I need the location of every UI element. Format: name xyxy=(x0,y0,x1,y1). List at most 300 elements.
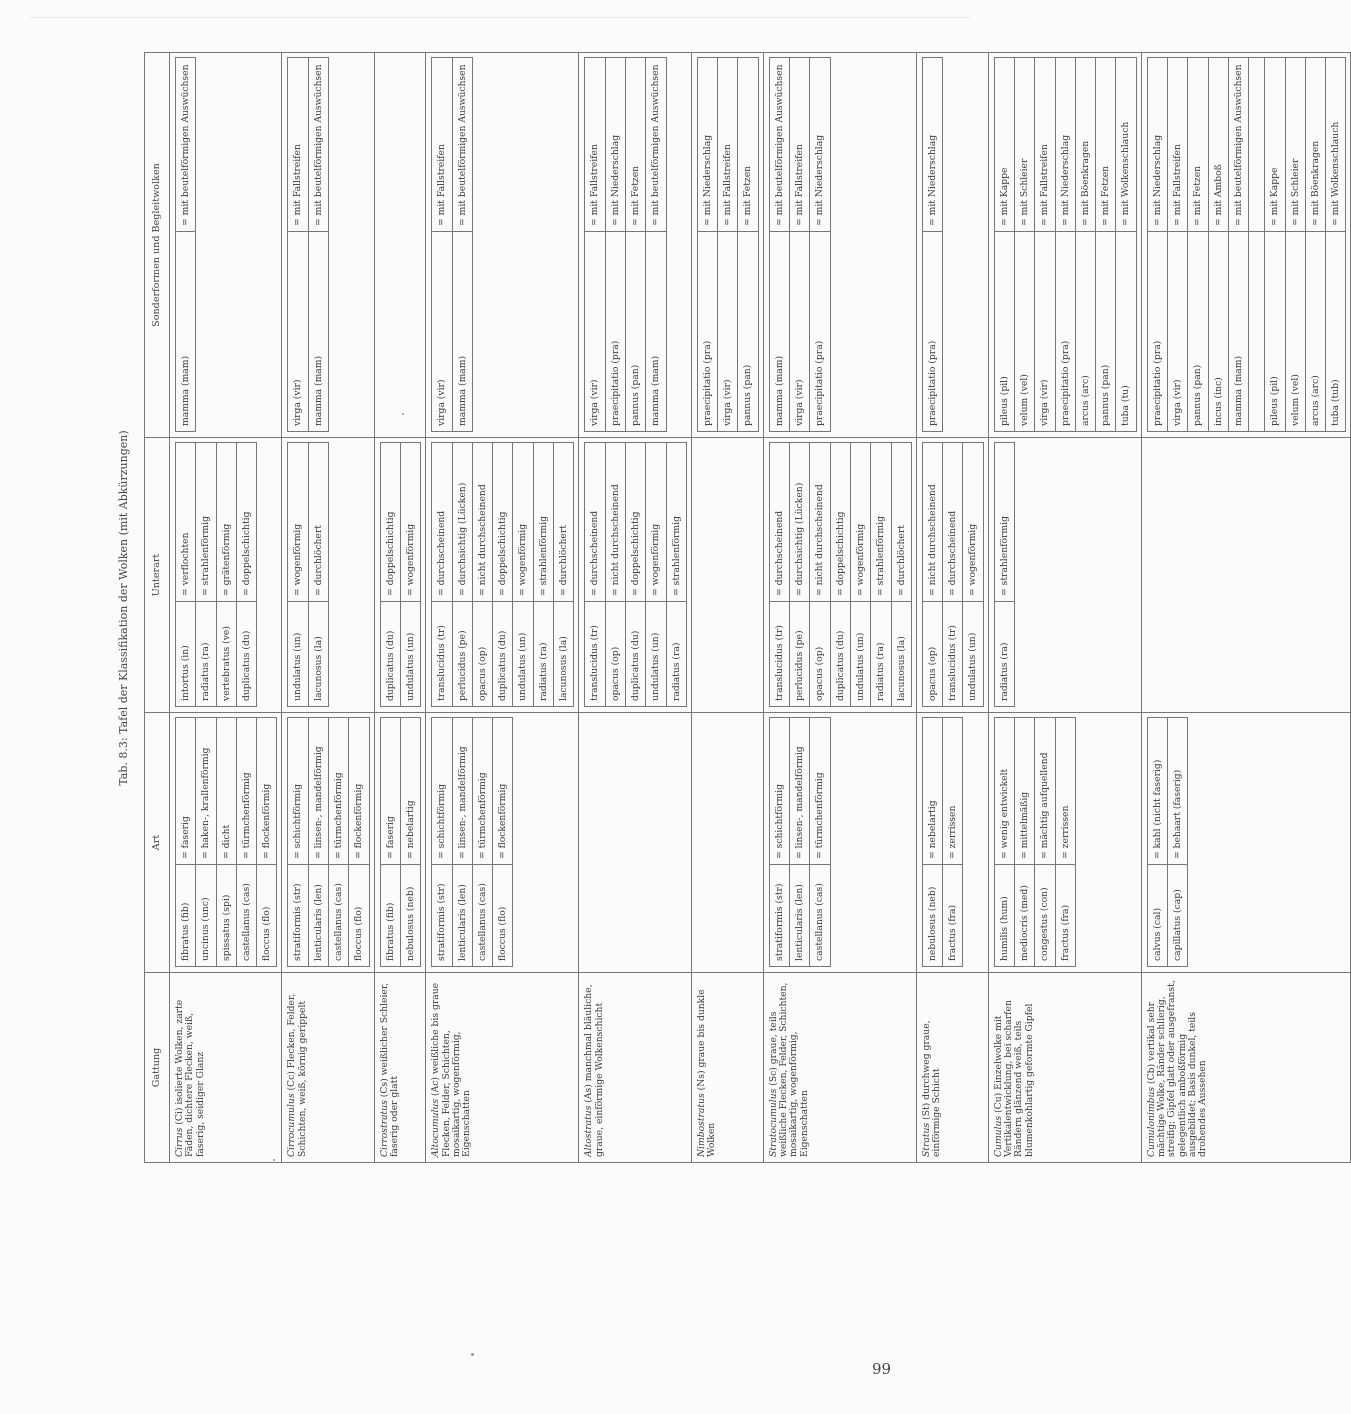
sonderform-term: pannus (pan) xyxy=(625,232,645,432)
sonderform-term: virga (vir) xyxy=(718,232,738,432)
variety-entry xyxy=(994,443,1014,707)
sonderform-meaning: = mit Fallstreifen xyxy=(1168,58,1188,232)
group-gap xyxy=(1249,58,1265,432)
gattung-cell xyxy=(426,973,579,1163)
sonderform-entry xyxy=(1265,58,1285,432)
species-entry xyxy=(994,718,1014,967)
sonderform-meaning: = mit Niederschlag xyxy=(922,58,942,232)
species-meaning: = wenig entwickelt xyxy=(994,718,1014,865)
sonderformen-cell xyxy=(426,53,579,438)
species-entry xyxy=(943,718,963,967)
sonderform-entry xyxy=(1305,58,1325,432)
variety-meaning: = strahlenförmig xyxy=(196,443,216,602)
species-meaning: = behaart (faserig) xyxy=(1168,718,1188,865)
genus-description: (Cb) vertikal sehr mächtige Wolke, Ränder schlierig, streifig; Gipfel glatt oder ausgefranst, gelegentlich amboßförmig ausgebildet; Basis dunkel, teils drohendes Aussehen xyxy=(1145,980,1209,1157)
sonderform-list xyxy=(1147,57,1347,432)
variety-term: intortus (in) xyxy=(176,602,196,707)
genus-name: Cumulonimbus xyxy=(1145,1086,1157,1157)
species-entry xyxy=(790,718,810,967)
sonderform-meaning: = mit Kappe xyxy=(1265,58,1285,232)
sonderform-entry xyxy=(452,58,472,432)
species-term: lenticularis (len) xyxy=(452,865,472,967)
art-cell xyxy=(1141,713,1351,973)
species-term: fractus (fra) xyxy=(1055,865,1075,967)
species-entry xyxy=(308,718,328,967)
variety-term: radiatus (ra) xyxy=(533,602,553,707)
art-cell xyxy=(374,713,426,973)
genus-description: (As) manchmal bläuliche, graue, einförmige Wolkenschicht xyxy=(583,984,605,1157)
variety-meaning: = nicht durchscheinend xyxy=(810,443,830,602)
variety-list xyxy=(769,442,912,707)
species-meaning: = nebelartig xyxy=(922,718,942,865)
species-entry xyxy=(380,718,400,967)
sonderform-meaning: = mit Böenkragen xyxy=(1305,58,1325,232)
gattung-cell xyxy=(1141,973,1351,1163)
variety-entry xyxy=(871,443,891,707)
sonderform-term: praecipitatio (pra) xyxy=(1055,232,1075,432)
column-header-art: Art xyxy=(145,713,170,973)
sonderform-entry xyxy=(585,58,605,432)
sonderform-entry xyxy=(994,58,1014,432)
art-cell xyxy=(426,713,579,973)
sonderform-entry xyxy=(308,58,328,432)
species-meaning: = schichtförmig xyxy=(769,718,789,865)
variety-term: undulatus (un) xyxy=(288,602,308,707)
sonderformen-cell xyxy=(579,53,691,438)
genus-name: Cirrus xyxy=(174,1127,185,1157)
sonderform-term: mamma (mam) xyxy=(769,232,789,432)
table-row xyxy=(916,53,988,1163)
variety-list xyxy=(431,442,574,707)
sonderform-entry xyxy=(646,58,666,432)
species-entry xyxy=(236,718,256,967)
genus-description: (Ns) graue bis dunkle Wolken xyxy=(695,989,718,1157)
sonderform-entry xyxy=(1168,58,1188,432)
variety-meaning: = nicht durchscheinend xyxy=(472,443,492,602)
species-meaning: = mittelmäßig xyxy=(1014,718,1034,865)
unterart-cell xyxy=(282,438,374,713)
table-row xyxy=(170,53,282,1163)
scan-speck xyxy=(402,413,404,415)
species-entry xyxy=(288,718,308,967)
species-list xyxy=(175,717,277,967)
species-meaning: = zerrissen xyxy=(1055,718,1075,865)
variety-entry xyxy=(308,443,328,707)
species-entry xyxy=(1014,718,1034,967)
scan-speck xyxy=(471,1353,474,1356)
variety-term: perlucidus (pe) xyxy=(452,602,472,707)
variety-term: opacus (op) xyxy=(922,602,942,707)
unterart-cell xyxy=(579,438,691,713)
sonderform-entry xyxy=(1188,58,1208,432)
variety-meaning: = durchlöchert xyxy=(554,443,574,602)
variety-list xyxy=(175,442,257,707)
sonderform-meaning: = mit beutelförmigen Auswüchsen xyxy=(769,58,789,232)
species-term: spissatus (spi) xyxy=(216,865,236,967)
sonderform-term: praecipitatio (pra) xyxy=(810,232,830,432)
table-row xyxy=(691,53,763,1163)
sonderform-meaning: = mit Niederschlag xyxy=(1147,58,1167,232)
genus-name: Stratus xyxy=(920,1122,932,1157)
species-meaning: = zerrissen xyxy=(943,718,963,865)
species-entry xyxy=(216,718,236,967)
variety-meaning: = wogenförmig xyxy=(400,443,420,602)
genus-name: Cirrostratus xyxy=(378,1100,390,1157)
species-term: fibratus (fib) xyxy=(380,865,400,967)
sonderform-meaning: = mit Kappe xyxy=(994,58,1014,232)
variety-list xyxy=(922,442,984,707)
sonderform-term: pileus (pil) xyxy=(1265,232,1285,432)
genus-description: (Cc) Flecken, Felder, Schichten, weiß, körnig gerippelt xyxy=(286,993,308,1157)
top-rule xyxy=(30,17,970,18)
sonderform-term: mamma (mam) xyxy=(646,232,666,432)
species-entry xyxy=(329,718,349,967)
sonderform-term: pannus (pan) xyxy=(1188,232,1208,432)
variety-meaning: = wogenförmig xyxy=(513,443,533,602)
sonderform-meaning: = mit Fallstreifen xyxy=(1035,58,1055,232)
sonderform-term: arcus (arc) xyxy=(1305,232,1325,432)
variety-meaning: = strahlenförmig xyxy=(666,443,686,602)
variety-entry xyxy=(810,443,830,707)
species-entry xyxy=(432,718,452,967)
art-cell xyxy=(763,713,916,973)
sonderform-meaning: = mit Fetzen xyxy=(738,58,758,232)
variety-term: lacunosus (la) xyxy=(554,602,574,707)
species-list xyxy=(769,717,831,967)
species-entry xyxy=(1147,718,1167,967)
variety-term: duplicatus (du) xyxy=(493,602,513,707)
sonderform-list xyxy=(431,57,473,432)
variety-meaning: = doppelschichtig xyxy=(625,443,645,602)
species-term: capillatus (cap) xyxy=(1168,865,1188,967)
table-body xyxy=(170,53,1351,1163)
sonderform-meaning: = mit Wolkenschlauch xyxy=(1116,58,1136,232)
unterart-cell xyxy=(170,438,282,713)
species-entry xyxy=(1035,718,1055,967)
scan-speck xyxy=(273,1159,275,1161)
table-header-row xyxy=(145,53,170,1163)
sonderform-entry xyxy=(1096,58,1116,432)
sonderform-entry xyxy=(922,58,942,432)
table-row xyxy=(763,53,916,1163)
gattung-cell xyxy=(282,973,374,1163)
variety-term: translucidus (tr) xyxy=(585,602,605,707)
variety-entry xyxy=(922,443,942,707)
variety-meaning: = durchscheinend xyxy=(769,443,789,602)
gattung-cell xyxy=(579,973,691,1163)
sonderformen-cell xyxy=(170,53,282,438)
table-row xyxy=(1141,53,1351,1163)
sonderform-list xyxy=(287,57,329,432)
sonderform-entry xyxy=(810,58,830,432)
species-entry xyxy=(493,718,513,967)
variety-meaning: = doppelschichtig xyxy=(830,443,850,602)
variety-entry xyxy=(830,443,850,707)
species-list xyxy=(922,717,964,967)
table-caption: Tab. 8.3: Tafel der Klassifikation der Wolken (mit Abkürzungen) xyxy=(117,430,130,786)
variety-meaning: = wogenförmig xyxy=(850,443,870,602)
genus-name: Cirrocumulus xyxy=(286,1093,298,1157)
variety-meaning: = nicht durchscheinend xyxy=(605,443,625,602)
table-row xyxy=(282,53,374,1163)
species-term: nebulosus (neb) xyxy=(400,865,420,967)
species-term: stratiformis (str) xyxy=(432,865,452,967)
variety-entry xyxy=(585,443,605,707)
species-entry xyxy=(196,718,216,967)
genus-name: Nimbostratus xyxy=(695,1093,707,1157)
variety-term: perlucidus (pe) xyxy=(790,602,810,707)
sonderform-entry xyxy=(1147,58,1167,432)
sonderform-entry xyxy=(605,58,625,432)
variety-term: opacus (op) xyxy=(472,602,492,707)
sonderform-entry xyxy=(718,58,738,432)
sonderform-entry xyxy=(176,58,196,432)
variety-entry xyxy=(493,443,513,707)
variety-term: undulatus (un) xyxy=(400,602,420,707)
species-meaning: = flockenförmig xyxy=(493,718,513,865)
sonderform-meaning: = mit Niederschlag xyxy=(697,58,717,232)
species-term: castellanus (cas) xyxy=(472,865,492,967)
sonderform-term: incus (inc) xyxy=(1208,232,1228,432)
species-meaning: = türmchenförmig xyxy=(810,718,830,865)
sonderformen-cell xyxy=(988,53,1141,438)
sonderform-meaning: = mit Niederschlag xyxy=(810,58,830,232)
gattung-cell xyxy=(691,973,763,1163)
sonderform-term: velum (vel) xyxy=(1014,232,1034,432)
variety-list xyxy=(994,442,1015,707)
species-meaning: = mächtig aufquellend xyxy=(1035,718,1055,865)
species-entry xyxy=(452,718,472,967)
unterart-cell xyxy=(691,438,763,713)
gattung-cell xyxy=(763,973,916,1163)
sonderform-entry xyxy=(432,58,452,432)
sonderform-entry xyxy=(625,58,645,432)
variety-entry xyxy=(891,443,911,707)
variety-meaning: = nicht durchscheinend xyxy=(922,443,942,602)
variety-entry xyxy=(963,443,983,707)
variety-entry xyxy=(666,443,686,707)
species-meaning: = faserig xyxy=(380,718,400,865)
table-row xyxy=(374,53,426,1163)
sonderform-meaning: = mit Niederschlag xyxy=(605,58,625,232)
species-meaning: = nebelartig xyxy=(400,718,420,865)
species-meaning: = flockenförmig xyxy=(257,718,277,865)
genus-name: Stratocumulus xyxy=(767,1088,779,1157)
species-entry xyxy=(1055,718,1075,967)
sonderform-meaning: = mit Fetzen xyxy=(1188,58,1208,232)
variety-entry xyxy=(513,443,533,707)
species-meaning: = türmchenförmig xyxy=(472,718,492,865)
column-header-unterart: Unterart xyxy=(145,438,170,713)
variety-meaning: = durchlöchert xyxy=(891,443,911,602)
rotated-table-block xyxy=(114,53,1342,1163)
genus-description: (Cu) Einzelwolke mit Vertikalentwicklung, bei scharfen Rändern glänzend weiß, teils blumenkohlartig geformte Gipfel xyxy=(992,1000,1035,1157)
variety-meaning: = durchlöchert xyxy=(308,443,328,602)
art-cell xyxy=(170,713,282,973)
variety-meaning: = doppelschichtig xyxy=(493,443,513,602)
unterart-cell xyxy=(988,438,1141,713)
sonderform-meaning: = mit Böenkragen xyxy=(1075,58,1095,232)
unterart-cell xyxy=(1141,438,1351,713)
gattung-cell xyxy=(916,973,988,1163)
variety-meaning: = verflochten xyxy=(176,443,196,602)
sonderform-meaning: = mit Wolkenschlauch xyxy=(1326,58,1346,232)
sonderform-meaning: = mit Amboß xyxy=(1208,58,1228,232)
sonderform-term: praecipitatio (pra) xyxy=(605,232,625,432)
variety-term: translucidus (tr) xyxy=(432,602,452,707)
gattung-cell xyxy=(170,973,282,1163)
sonderform-entry xyxy=(1035,58,1055,432)
sonderform-list xyxy=(994,57,1137,432)
species-term: floccus (flo) xyxy=(493,865,513,967)
sonderform-term: pannus (pan) xyxy=(1096,232,1116,432)
art-cell xyxy=(988,713,1141,973)
sonderform-term: virga (vir) xyxy=(1168,232,1188,432)
variety-meaning: = durchsichtig (Lücken) xyxy=(452,443,472,602)
variety-term: opacus (op) xyxy=(810,602,830,707)
species-term: uncinus (unc) xyxy=(196,865,216,967)
species-meaning: = schichtförmig xyxy=(288,718,308,865)
variety-entry xyxy=(850,443,870,707)
species-meaning: = linsen-, mandelförmig xyxy=(308,718,328,865)
gattung-cell xyxy=(374,973,426,1163)
species-term: stratiformis (str) xyxy=(288,865,308,967)
sonderform-entry xyxy=(1014,58,1034,432)
species-meaning: = schichtförmig xyxy=(432,718,452,865)
species-entry xyxy=(472,718,492,967)
sonderform-term: mamma (mam) xyxy=(308,232,328,432)
species-term: calvus (cal) xyxy=(1147,865,1167,967)
sonderformen-cell xyxy=(1141,53,1351,438)
sonderform-term: virga (vir) xyxy=(585,232,605,432)
species-entry xyxy=(769,718,789,967)
sonderform-term: velum (vel) xyxy=(1285,232,1305,432)
sonderform-term: tuba (tub) xyxy=(1326,232,1346,432)
sonderform-meaning: = mit Schleier xyxy=(1285,58,1305,232)
sonderformen-cell xyxy=(916,53,988,438)
genus-description: (Cs) weißlicher Schleier, faserig oder glatt xyxy=(378,982,400,1157)
sonderform-meaning: = mit Fallstreifen xyxy=(585,58,605,232)
variety-meaning: = doppelschichtig xyxy=(380,443,400,602)
art-cell xyxy=(916,713,988,973)
sonderformen-cell xyxy=(374,53,426,438)
variety-term: undulatus (un) xyxy=(513,602,533,707)
genus-name: Cumulus xyxy=(992,1115,1004,1157)
variety-entry xyxy=(625,443,645,707)
variety-term: radiatus (ra) xyxy=(994,602,1014,707)
species-list xyxy=(431,717,513,967)
sonderform-term: tuba (tu) xyxy=(1116,232,1136,432)
sonderformen-cell xyxy=(763,53,916,438)
variety-entry xyxy=(646,443,666,707)
variety-meaning: = durchscheinend xyxy=(432,443,452,602)
variety-term: duplicatus (du) xyxy=(830,602,850,707)
sonderform-term: praecipitatio (pra) xyxy=(697,232,717,432)
sonderform-term: virga (vir) xyxy=(1035,232,1055,432)
variety-entry xyxy=(554,443,574,707)
variety-meaning: = strahlenförmig xyxy=(533,443,553,602)
sonderform-entry xyxy=(1075,58,1095,432)
variety-term: undulatus (un) xyxy=(850,602,870,707)
variety-meaning: = durchscheinend xyxy=(585,443,605,602)
species-term: floccus (flo) xyxy=(349,865,369,967)
variety-term: radiatus (ra) xyxy=(666,602,686,707)
variety-entry xyxy=(216,443,236,707)
genus-description: (Ac) weißliche bis graue Flecken, Felder, Schichten, mosaikartig, wogenförmig, Eigenschatten xyxy=(430,982,473,1157)
variety-term: translucidus (tr) xyxy=(769,602,789,707)
sonderform-entry xyxy=(697,58,717,432)
species-term: congestus (con) xyxy=(1035,865,1055,967)
table-row xyxy=(988,53,1141,1163)
sonderform-list xyxy=(584,57,666,432)
column-header-sonderformen: Sonderformen und Begleitwolken xyxy=(145,53,170,438)
sonderform-entry xyxy=(1055,58,1075,432)
art-cell xyxy=(282,713,374,973)
sonderform-entry xyxy=(1326,58,1346,432)
species-meaning: = flockenförmig xyxy=(349,718,369,865)
sonderform-entry xyxy=(738,58,758,432)
sonderform-term: mamma (mam) xyxy=(452,232,472,432)
variety-list xyxy=(287,442,329,707)
species-entry xyxy=(257,718,277,967)
variety-meaning: = doppelschichtig xyxy=(236,443,256,602)
sonderform-meaning: = mit Fetzen xyxy=(625,58,645,232)
sonderform-entry xyxy=(1208,58,1228,432)
variety-meaning: = wogenförmig xyxy=(288,443,308,602)
species-term: castellanus (cas) xyxy=(329,865,349,967)
sonderform-term: mamma (mam) xyxy=(176,232,196,432)
sonderform-meaning: = mit Fallstreifen xyxy=(288,58,308,232)
genus-description: (Sc) graue, teils weißliche Flecken, Felder, Schichten, mosaikartig, wogenförmig, Eigenschatten xyxy=(767,982,810,1157)
sonderform-meaning: = mit Fallstreifen xyxy=(718,58,738,232)
variety-meaning: = strahlenförmig xyxy=(871,443,891,602)
species-list xyxy=(380,717,422,967)
species-term: mediocris (med) xyxy=(1014,865,1034,967)
species-term: fibratus (fib) xyxy=(176,865,196,967)
sonderform-term: pileus (pil) xyxy=(994,232,1014,432)
species-term: fractus (fra) xyxy=(943,865,963,967)
variety-list xyxy=(584,442,686,707)
variety-term: undulatus (un) xyxy=(963,602,983,707)
variety-entry xyxy=(769,443,789,707)
unterart-cell xyxy=(916,438,988,713)
variety-entry xyxy=(196,443,216,707)
variety-entry xyxy=(176,443,196,707)
species-meaning: = linsen-, mandelförmig xyxy=(452,718,472,865)
genus-description: (St) durchweg graue, einförmige Schicht xyxy=(920,1020,943,1157)
variety-entry xyxy=(605,443,625,707)
species-meaning: = faserig xyxy=(176,718,196,865)
genus-name: Altostratus xyxy=(583,1105,595,1157)
variety-term: duplicatus (du) xyxy=(380,602,400,707)
genus-name: Altocumulus xyxy=(430,1098,442,1157)
variety-term: radiatus (ra) xyxy=(196,602,216,707)
species-entry xyxy=(176,718,196,967)
variety-term: duplicatus (du) xyxy=(236,602,256,707)
variety-term: undulatus (un) xyxy=(646,602,666,707)
cloud-classification-table xyxy=(144,52,1351,1163)
variety-entry xyxy=(790,443,810,707)
variety-entry xyxy=(400,443,420,707)
variety-meaning: = wogenförmig xyxy=(646,443,666,602)
sonderform-meaning: = mit beutelförmigen Auswüchsen xyxy=(176,58,196,232)
species-meaning: = haken-, krallenförmig xyxy=(196,718,216,865)
sonderform-term: praecipitatio (pra) xyxy=(922,232,942,432)
variety-entry xyxy=(380,443,400,707)
sonderformen-cell xyxy=(282,53,374,438)
variety-entry xyxy=(943,443,963,707)
species-term: castellanus (cas) xyxy=(236,865,256,967)
